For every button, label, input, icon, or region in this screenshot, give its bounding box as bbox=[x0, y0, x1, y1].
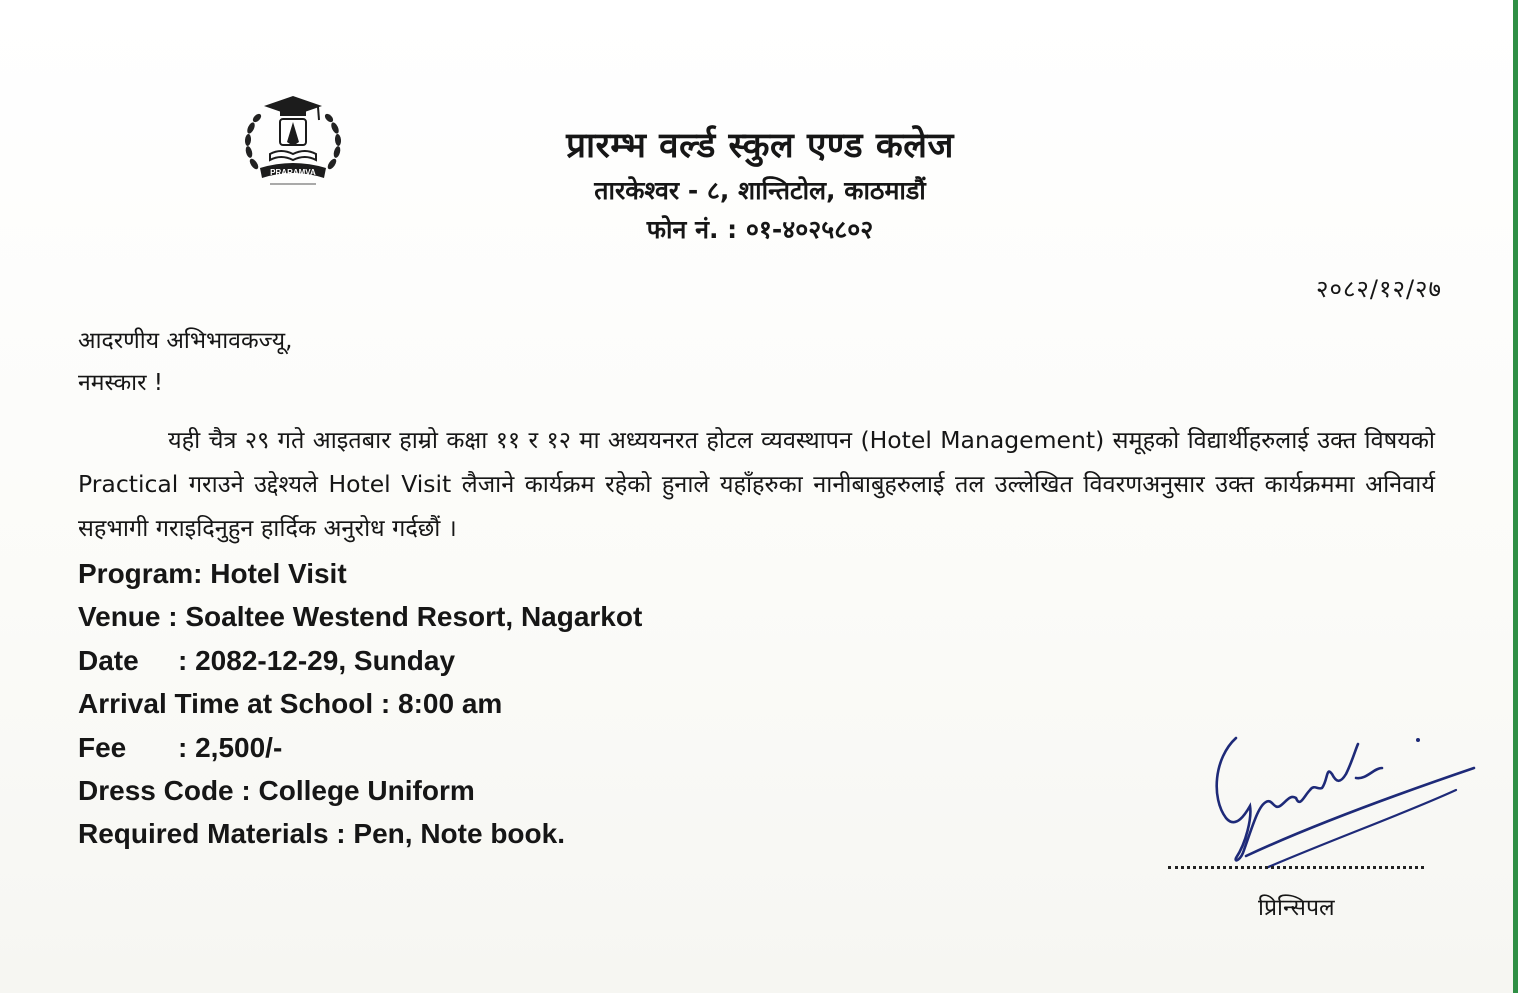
principal-title: प्रिन्सिपल bbox=[1258, 895, 1335, 921]
school-phone: फोन नं. : ०१-४०२५८०२ bbox=[646, 215, 874, 244]
detail-venue: Venue : Soaltee Westend Resort, Nagarkot bbox=[78, 601, 643, 633]
salutation bbox=[78, 320, 292, 404]
detail-fee-label: Fee bbox=[78, 731, 127, 763]
page-edge bbox=[1513, 0, 1518, 993]
principal-signature bbox=[1206, 718, 1486, 878]
detail-fee bbox=[78, 726, 642, 769]
school-address: तारकेश्वर - ८, शान्तिटोल, काठमाडौं bbox=[594, 176, 926, 205]
letterhead bbox=[470, 120, 1050, 250]
detail-dress-code: Dress Code : College Uniform bbox=[78, 775, 475, 807]
detail-date bbox=[78, 639, 642, 682]
detail-program: Program: Hotel Visit bbox=[78, 558, 347, 589]
school-logo bbox=[240, 94, 346, 190]
signature-line bbox=[1168, 866, 1424, 869]
detail-arrival: Arrival Time at School : 8:00 am bbox=[78, 688, 503, 720]
logo-text: PRARAMVA bbox=[270, 168, 316, 177]
detail-materials: Required Materials : Pen, Note book. bbox=[78, 818, 565, 850]
letter-body: यही चैत्र २९ गते आइतबार हाम्रो कक्षा ११ र १२ मा अध्ययनरत होटल व्यवस्थापन (Hotel Management) समूहको विद्यार्थीहरुलाई उक्त विषयको Practical गराउने उद्देश्यले Hotel Visit लैजाने कार्यक्रम रहेको हुनाले यहाँहरुका नानीबाबुहरुलाई तल उल्लेखित विवरणअनुसार उक्त कार्यक्रममा अनिवार्य सहभागी गराइदिनुहुन हार्दिक अनुरोध गर्दछौं । bbox=[78, 426, 1435, 542]
greeting-line: नमस्कार ! bbox=[78, 370, 164, 396]
detail-date-value: : 2082-12-29, Sunday bbox=[178, 644, 456, 676]
detail-date-label: Date bbox=[78, 644, 139, 676]
letter-date: २०८२/१२/२७ bbox=[1315, 275, 1442, 303]
detail-fee-value: : 2,500/- bbox=[178, 731, 283, 763]
visit-details bbox=[78, 552, 642, 856]
salutation-line: आदरणीय अभिभावकज्यू, bbox=[78, 328, 293, 354]
school-name: प्रारम्भ वर्ल्ड स्कुल एण्ड कलेज bbox=[566, 126, 954, 166]
